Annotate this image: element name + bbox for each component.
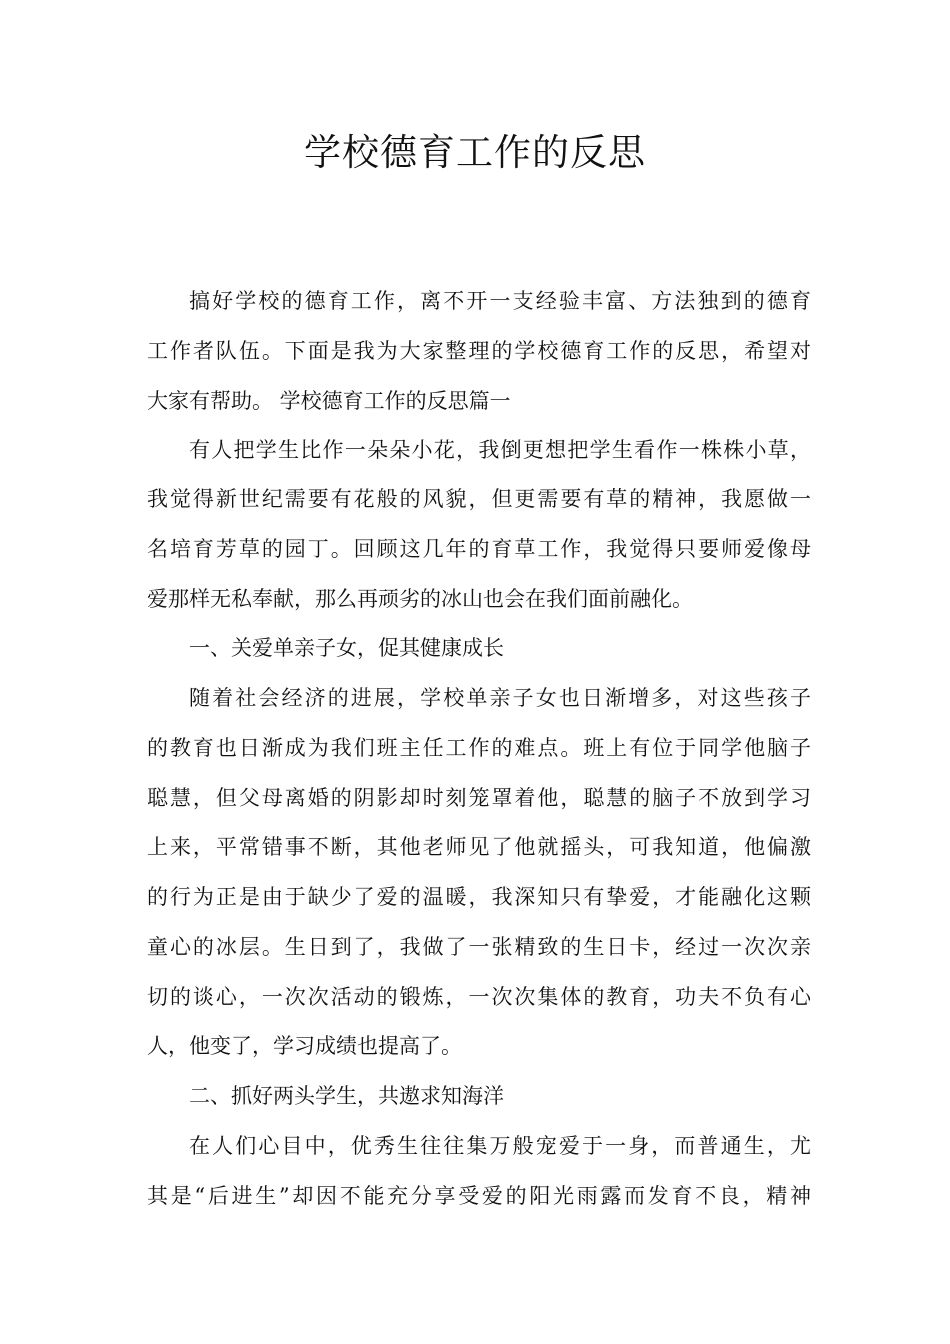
section-heading: 一、关爱单亲子女，促其健康成长	[189, 636, 504, 660]
paragraph-line: 搞好学校的德育工作，离不开一支经验丰富、方法独到的德育	[189, 289, 811, 313]
paragraph-line: 上来，平常错事不断，其他老师见了他就摇头，可我知道，他偏激	[147, 835, 811, 859]
paragraph-line: 聪慧，但父母离婚的阴影却时刻笼罩着他，聪慧的脑子不放到学习	[147, 786, 811, 810]
paragraph-line: 大家有帮助。 学校德育工作的反思篇一	[147, 389, 511, 413]
paragraph-line: 我觉得新世纪需要有花般的风貌，但更需要有草的精神，我愿做一	[147, 487, 811, 511]
paragraph-line: 在人们心目中，优秀生往往集万般宠爱于一身，而普通生，尤	[189, 1134, 811, 1158]
paragraph-line: 的行为正是由于缺少了爱的温暖，我深知只有挚爱，才能融化这颗	[147, 885, 811, 909]
paragraph-line: 工作者队伍。下面是我为大家整理的学校德育工作的反思，希望对	[147, 339, 811, 363]
paragraph-line: 爱那样无私奉献，那么再顽劣的冰山也会在我们面前融化。	[147, 587, 693, 611]
paragraph-line: 其是“后进生”却因不能充分享受爱的阳光雨露而发育不良，精神	[147, 1184, 811, 1208]
paragraph-line: 的教育也日渐成为我们班主任工作的难点。班上有位于同学他脑子	[147, 736, 811, 760]
section-heading: 二、抓好两头学生，共遨求知海洋	[189, 1084, 504, 1108]
paragraph-line: 有人把学生比作一朵朵小花，我倒更想把学生看作一株株小草，	[189, 438, 811, 462]
paragraph-line: 童心的冰层。生日到了，我做了一张精致的生日卡，经过一次次亲	[147, 935, 811, 959]
paragraph-line: 人，他变了，学习成绩也提高了。	[147, 1034, 462, 1058]
paragraph-line: 切的谈心，一次次活动的锻炼，一次次集体的教育，功夫不负有心	[147, 985, 811, 1009]
paragraph-line: 随着社会经济的进展，学校单亲子女也日渐增多，对这些孩子	[189, 686, 811, 710]
document-title: 学校德育工作的反思	[304, 131, 646, 174]
paragraph-line: 名培育芳草的园丁。回顾这几年的育草工作，我觉得只要师爱像母	[147, 537, 811, 561]
